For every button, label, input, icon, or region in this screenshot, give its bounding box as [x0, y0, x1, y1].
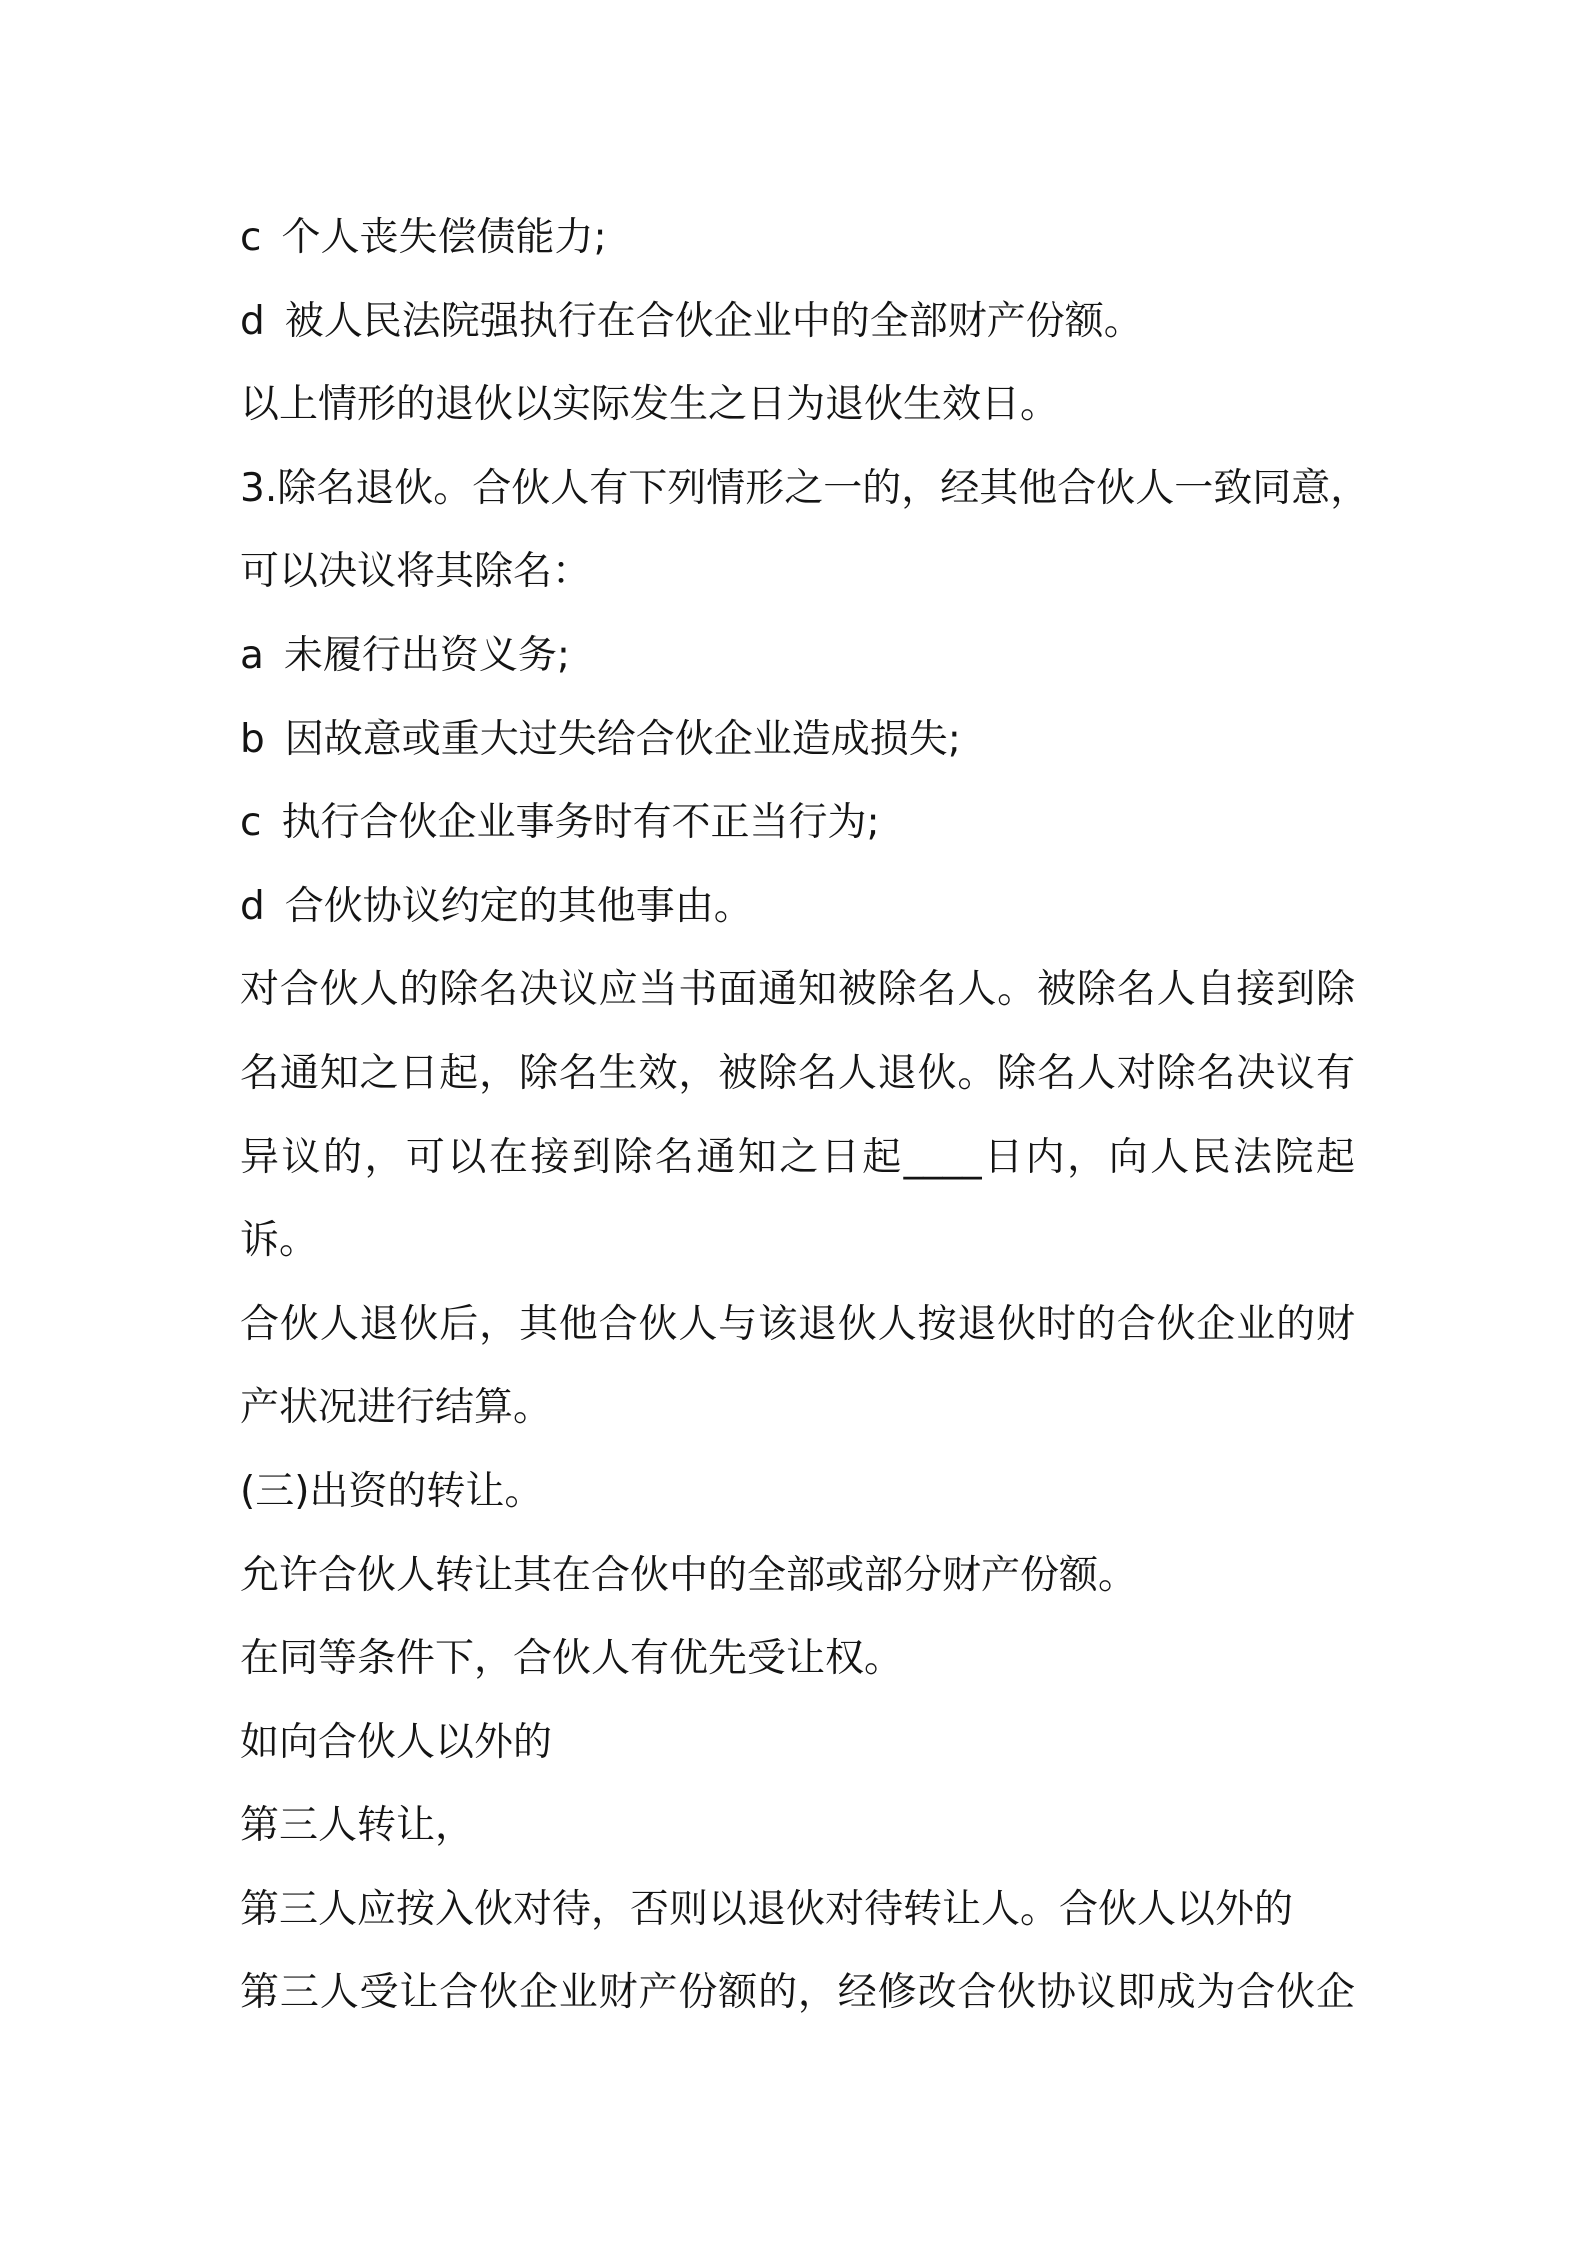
paragraph-line: 产状况进行结算。: [240, 1385, 553, 1431]
list-marker: a: [240, 632, 264, 678]
paragraph-line: 异议的，可以在接到除名通知之日起____日内，向人民法院起: [240, 1134, 1355, 1180]
list-item-b: [240, 698, 1360, 782]
list-item-c-2: [240, 781, 1360, 865]
paragraph-line: 允许合伙人转让其在合伙中的全部或部分财产份额。: [240, 1552, 1138, 1598]
list-item-c-1: [240, 196, 1360, 280]
list-marker: c: [240, 215, 262, 260]
list-item-text: 执行合伙企业事务时有不正当行为;: [281, 800, 880, 846]
paragraph-line: 在同等条件下，合伙人有优先受让权。: [240, 1636, 904, 1682]
section-heading-line: 3.除名退伙。合伙人有下列情形之一的，经其他合伙人一致同意，: [240, 465, 1370, 511]
paragraph-line: 诉。: [240, 1218, 319, 1264]
paragraph-line: 对合伙人的除名决议应当书面通知被除名人。被除名人自接到除: [240, 967, 1355, 1013]
paragraph-line: 第三人受让合伙企业财产份额的，经修改合伙协议即成为合伙企: [240, 1970, 1355, 2016]
list-marker: c: [240, 800, 262, 846]
list-item-d-1: [240, 280, 1360, 364]
list-item-text: 被人民法院强执行在合伙企业中的全部财产份额。: [284, 298, 1143, 344]
document-body: [240, 196, 1370, 2035]
list-item-a: [240, 614, 1360, 698]
paragraph-line: 合伙人退伙后，其他合伙人与该退伙人按退伙时的合伙企业的财: [240, 1301, 1355, 1347]
list-item-text: 未履行出资义务;: [283, 632, 571, 678]
paragraph-line: 第三人应按入伙对待，否则以退伙对待转让人。合伙人以外的: [240, 1886, 1294, 1932]
paragraph-line: 第三人转让，: [240, 1803, 475, 1849]
paragraph-line: 可以决议将其除名：: [240, 549, 592, 595]
paragraph-line: 名通知之日起，除名生效，被除名人退伙。除名人对除名决议有: [240, 1050, 1355, 1096]
list-item-d-2: [240, 865, 1360, 949]
list-marker: b: [240, 716, 265, 762]
paragraph-line: 以上情形的退伙以实际发生之日为退伙生效日。: [240, 382, 1060, 428]
section-heading-line: (三)出资的转让。: [240, 1468, 544, 1514]
list-item-text: 个人丧失偿债能力;: [281, 215, 607, 260]
paragraph-line: 如向合伙人以外的: [240, 1719, 553, 1765]
list-item-text: 合伙协议约定的其他事由。: [284, 883, 753, 929]
list-marker: d: [240, 883, 265, 929]
list-item-text: 因故意或重大过失给合伙企业造成损失;: [284, 716, 961, 762]
list-marker: d: [240, 298, 265, 344]
